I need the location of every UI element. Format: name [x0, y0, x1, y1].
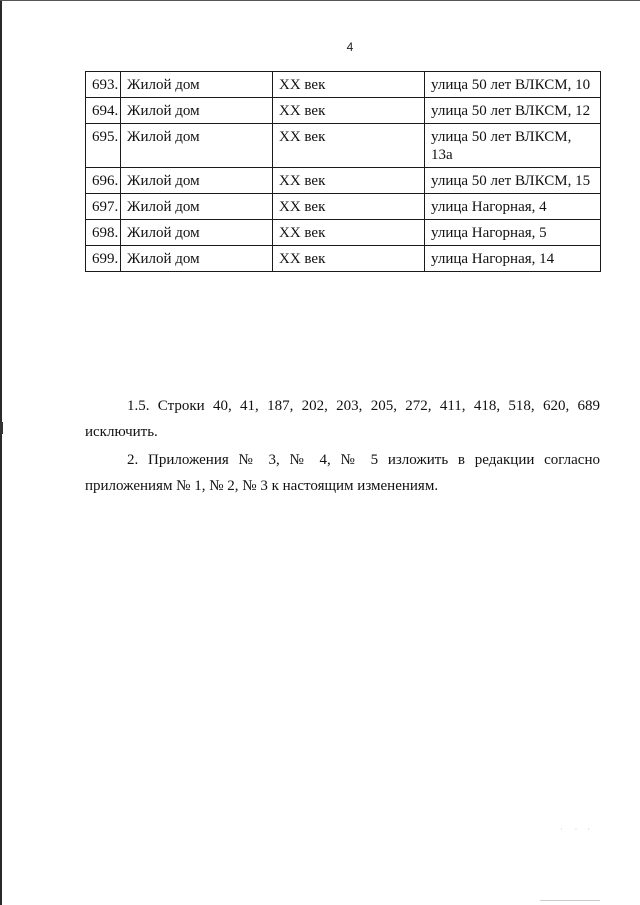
paragraph-item-2	[85, 447, 600, 499]
object-name: Жилой дом	[121, 220, 273, 246]
object-era: XX век	[273, 124, 425, 168]
object-address: улица 50 лет ВЛКСМ, 15	[425, 168, 601, 194]
table-row	[86, 246, 601, 272]
object-address: улица 50 лет ВЛКСМ, 10	[425, 72, 601, 98]
object-name: Жилой дом	[121, 194, 273, 220]
object-address: улица Нагорная, 4	[425, 194, 601, 220]
page-number: 4	[346, 40, 354, 54]
row-number: 694.	[86, 98, 121, 124]
table-row	[86, 124, 601, 168]
object-address: улица Нагорная, 5	[425, 220, 601, 246]
row-number: 697.	[86, 194, 121, 220]
object-name: Жилой дом	[121, 168, 273, 194]
scan-mark	[0, 422, 3, 434]
row-number: 696.	[86, 168, 121, 194]
row-number: 698.	[86, 220, 121, 246]
row-number: 695.	[86, 124, 121, 168]
heritage-objects-table	[85, 71, 601, 272]
paragraph-text: 2. Приложения № 3, № 4, № 5 изложить в редакции согласно приложениям № 1, № 2, № 3 к настоящим изменениям.	[85, 452, 600, 494]
table-row	[86, 194, 601, 220]
object-name: Жилой дом	[121, 124, 273, 168]
object-address: улица Нагорная, 14	[425, 246, 601, 272]
object-era: XX век	[273, 194, 425, 220]
scan-edge-top	[0, 0, 640, 1]
table-row	[86, 98, 601, 124]
object-era: XX век	[273, 72, 425, 98]
scan-specks: · · ·	[560, 825, 590, 834]
scan-mark-bottom	[540, 900, 600, 901]
object-era: XX век	[273, 246, 425, 272]
object-address: улица 50 лет ВЛКСМ, 12	[425, 98, 601, 124]
paragraph-item-1-5	[85, 393, 600, 445]
scan-edge-left	[0, 0, 2, 905]
paragraph-text: 1.5. Строки 40, 41, 187, 202, 203, 205, 272, 411, 418, 518, 620, 689 исключить.	[85, 398, 600, 440]
object-era: XX век	[273, 98, 425, 124]
object-name: Жилой дом	[121, 98, 273, 124]
object-era: XX век	[273, 220, 425, 246]
object-name: Жилой дом	[121, 246, 273, 272]
table-row	[86, 220, 601, 246]
table-row	[86, 72, 601, 98]
object-era: XX век	[273, 168, 425, 194]
row-number: 693.	[86, 72, 121, 98]
row-number: 699.	[86, 246, 121, 272]
object-address: улица 50 лет ВЛКСМ, 13а	[425, 124, 601, 168]
object-name: Жилой дом	[121, 72, 273, 98]
table-row	[86, 168, 601, 194]
